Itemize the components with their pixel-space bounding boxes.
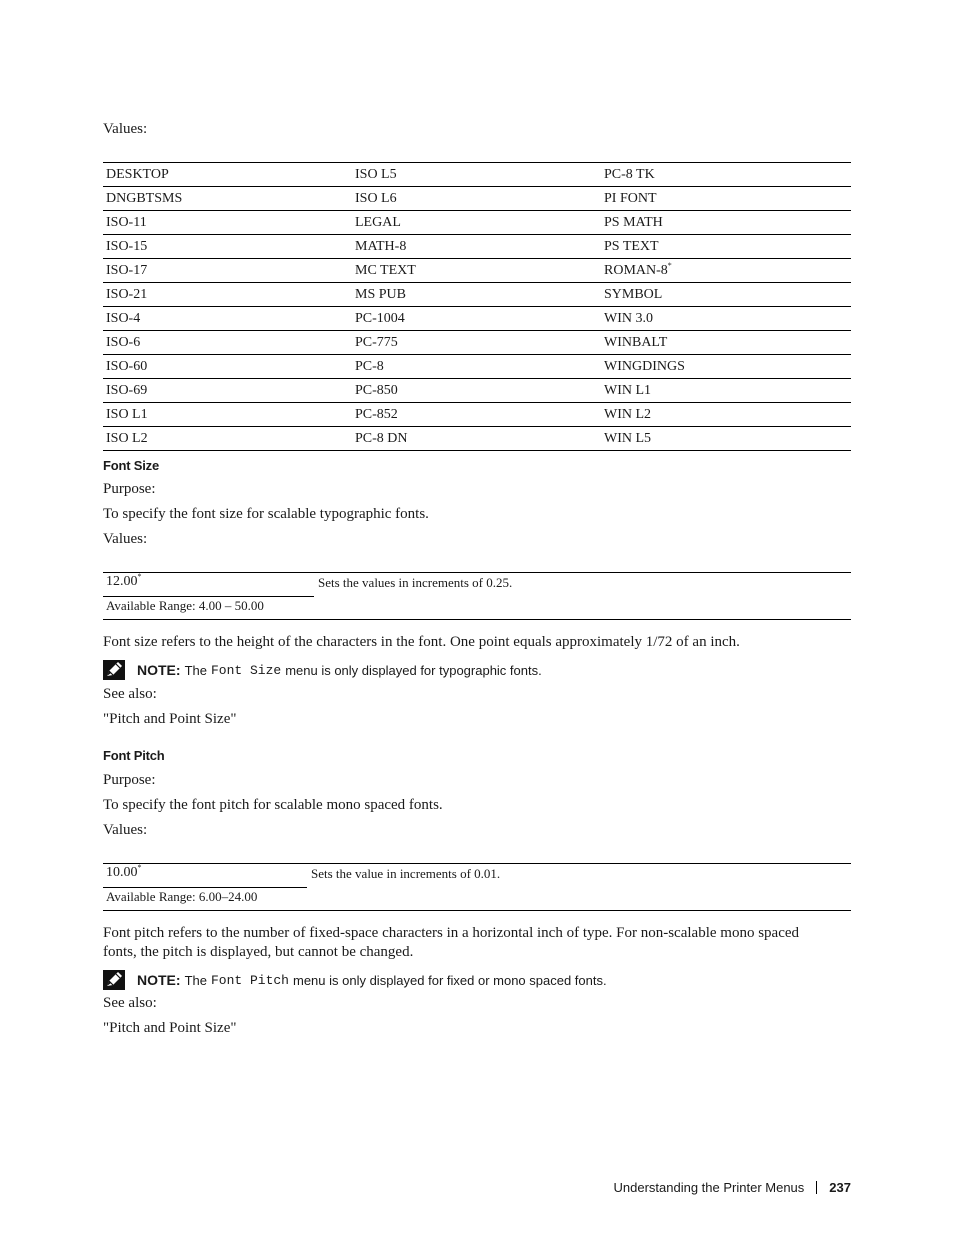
font-pitch-see-also-label: See also: [103,995,157,1011]
note-code: Font Size [210,662,282,678]
font-pitch-values-box [103,863,851,911]
font-pitch-values-label: Values: [103,822,148,838]
table-cell: PC-1004 [355,310,405,326]
font-pitch-increment: Sets the value in increments of 0.01. [311,866,501,881]
table-cell: DESKTOP [106,166,169,182]
font-pitch-purpose-text: To specify the font pitch for scalable mono spaced fonts. [103,797,443,813]
table-cell: WIN L5 [604,430,652,446]
font-pitch-range: Available Range: 6.00–24.00 [106,889,258,904]
page-number: 237 [829,1180,851,1195]
table-cell: ISO L6 [355,190,397,206]
table-row [103,187,851,211]
font-size-body: Font size refers to the height of the characters in the font. One point equals approximately 1/72 of an inch. [103,634,740,650]
table-row [103,427,851,451]
table-cell: PC-8 [355,358,384,374]
font-size-increment: Sets the values in increments of 0.25. [318,575,513,590]
note-label: NOTE: [137,972,181,988]
table-cell: ISO-4 [106,310,141,326]
table-cell: ISO-6 [106,334,141,350]
table-cell: MC TEXT [355,262,416,278]
font-size-note [103,659,542,681]
table-row [103,163,851,187]
note-text-post: menu is only displayed for typographic fonts. [285,662,542,678]
table-cell: MS PUB [355,286,406,302]
table-cell: PC-850 [355,382,398,398]
font-size-see-also-link[interactable]: "Pitch and Point Size" [103,711,237,727]
font-pitch-body-line1: Font pitch refers to the number of fixed-space characters in a horizontal inch of type. For non-scalable mono spaced [103,925,800,941]
table-row [103,307,851,331]
font-size-default: 12.00* [106,572,142,589]
table-cell: WINGDINGS [604,358,685,374]
table-cell: ISO-15 [106,238,148,254]
table-cell: PS TEXT [604,238,659,254]
table-cell: ISO L2 [106,430,148,446]
table-cell: PC-775 [355,334,398,350]
table-cell: WIN L2 [604,406,652,422]
table-cell: ISO-60 [106,358,148,374]
table-cell: WIN 3.0 [604,310,653,326]
note-text-pre: The [184,972,207,988]
footer-separator [816,1181,817,1194]
table-row [103,331,851,355]
table-row [103,283,851,307]
table-cell: MATH-8 [355,238,407,254]
font-size-heading: Font Size [103,458,159,473]
table-cell: PC-852 [355,406,398,422]
table-row [103,403,851,427]
table-cell: PC-8 DN [355,430,408,446]
note-pencil-icon [103,970,125,990]
values-label: Values: [103,121,148,137]
table-cell: ISO L1 [106,406,148,422]
table-row [103,355,851,379]
font-pitch-body-line2: fonts, the pitch is displayed, but cannot be changed. [103,944,414,960]
divider [103,596,314,597]
font-pitch-heading: Font Pitch [103,748,165,763]
table-cell: PS MATH [604,214,663,230]
note-code: Font Pitch [210,972,289,988]
table-cell: WINBALT [604,334,668,350]
divider [103,887,307,888]
symbol-set-table [103,162,851,451]
table-cell: ISO-11 [106,214,147,230]
note-label: NOTE: [137,662,181,678]
table-cell: WIN L1 [604,382,652,398]
font-size-range: Available Range: 4.00 – 50.00 [106,598,264,613]
table-row [103,211,851,235]
table-cell: PC-8 TK [604,166,655,182]
note-text-post: menu is only displayed for fixed or mono spaced fonts. [292,972,607,988]
font-pitch-note [103,969,607,991]
note-pencil-icon [103,660,125,680]
table-row [103,235,851,259]
table-cell: ROMAN-8* [604,260,672,278]
page-footer [614,1180,851,1195]
default-marker: * [667,260,672,270]
font-size-purpose-label: Purpose: [103,481,156,497]
note-text-pre: The [184,662,207,678]
font-pitch-default: 10.00* [106,863,142,880]
table-cell: DNGBTSMS [106,190,183,206]
footer-section-title: Understanding the Printer Menus [613,1180,805,1195]
font-size-purpose-text: To specify the font size for scalable typographic fonts. [103,506,429,522]
table-cell: ISO-21 [106,286,148,302]
table-cell: PI FONT [604,190,657,206]
table-cell: ISO L5 [355,166,397,182]
table-row [103,379,851,403]
table-cell: SYMBOL [604,286,663,302]
table-cell: ISO-69 [106,382,148,398]
table-cell: LEGAL [355,214,401,230]
font-size-see-also-label: See also: [103,686,157,702]
font-pitch-purpose-label: Purpose: [103,772,156,788]
font-size-values-label: Values: [103,531,148,547]
font-pitch-see-also-link[interactable]: "Pitch and Point Size" [103,1020,237,1036]
table-row [103,259,851,283]
table-cell: ISO-17 [106,262,148,278]
font-size-values-box [103,572,851,620]
